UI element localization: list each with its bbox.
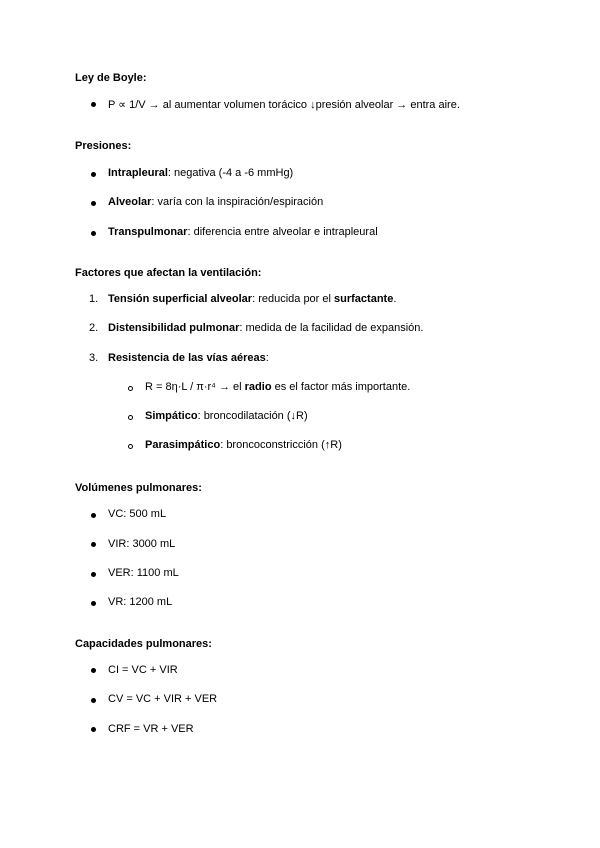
bullet-icon [91, 601, 96, 606]
term: Parasimpático [145, 439, 221, 451]
list-item: VC: 500 mL [108, 508, 167, 520]
bullet-icon [91, 201, 96, 206]
list-item [108, 322, 423, 334]
term: Transpulmonar [108, 226, 188, 238]
circle-bullet-icon [128, 444, 133, 449]
list-item: CV = VC + VIR + VER [108, 693, 218, 705]
term: radio [244, 381, 272, 393]
term: surfactante [334, 293, 394, 305]
list-item: VIR: 3000 mL [108, 538, 176, 550]
definition: : diferencia entre alveolar e intrapleural [187, 226, 378, 238]
sub-list-item [145, 439, 342, 451]
bullet-icon [91, 102, 96, 107]
list-number: 3. [89, 352, 99, 364]
list-item [108, 196, 323, 208]
definition: : broncoconstricción (↑R) [220, 439, 342, 451]
sub-list-item [145, 410, 308, 422]
definition: : [265, 352, 269, 364]
bullet-icon [91, 231, 96, 236]
formula: R = 8η·L / π·r⁴ → el [145, 381, 245, 393]
definition: : medida de la facilidad de expansión. [239, 322, 424, 334]
term: Tensión superficial alveolar [108, 293, 253, 305]
section-heading-boyle: Ley de Boyle: [75, 72, 147, 84]
bullet-icon [91, 698, 96, 703]
bullet-icon [91, 542, 96, 547]
list-number: 2. [89, 322, 99, 334]
circle-bullet-icon [128, 386, 133, 391]
section-heading-volumenes: Volúmenes pulmonares: [75, 482, 202, 494]
definition: : broncodilatación (↓R) [197, 410, 308, 422]
bullet-icon [91, 668, 96, 673]
section-heading-factores: Factores que afectan la ventilación: [75, 267, 262, 279]
list-item [108, 167, 293, 179]
list-item [108, 226, 378, 238]
term: Intrapleural [108, 167, 168, 179]
bullet-icon [91, 572, 96, 577]
sub-list-item [145, 381, 410, 393]
bullet-icon [91, 727, 96, 732]
term: Simpático [145, 410, 198, 422]
definition: : reducida por el [252, 293, 335, 305]
list-item: P ∝ 1/V → al aumentar volumen torácico ↓presión alveolar → entra aire. [108, 99, 460, 111]
definition: : negativa (-4 a -6 mmHg) [167, 167, 294, 179]
definition: : varía con la inspiración/espiración [151, 196, 324, 208]
circle-bullet-icon [128, 415, 133, 420]
list-item [108, 352, 269, 364]
list-number: 1. [89, 293, 99, 305]
term: Distensibilidad pulmonar [108, 322, 240, 334]
bullet-icon [91, 172, 96, 177]
term: Resistencia de las vías aéreas [108, 352, 266, 364]
definition: es el factor más importante. [271, 381, 411, 393]
list-item [108, 293, 396, 305]
list-item: CRF = VR + VER [108, 723, 194, 735]
section-heading-capacidades: Capacidades pulmonares: [75, 638, 212, 650]
bullet-icon [91, 513, 96, 518]
definition-tail: . [393, 293, 397, 305]
list-item: VR: 1200 mL [108, 596, 173, 608]
term: Alveolar [108, 196, 152, 208]
list-item: CI = VC + VIR [108, 664, 178, 676]
section-heading-presiones: Presiones: [75, 140, 132, 152]
list-item: VER: 1100 mL [108, 567, 179, 579]
